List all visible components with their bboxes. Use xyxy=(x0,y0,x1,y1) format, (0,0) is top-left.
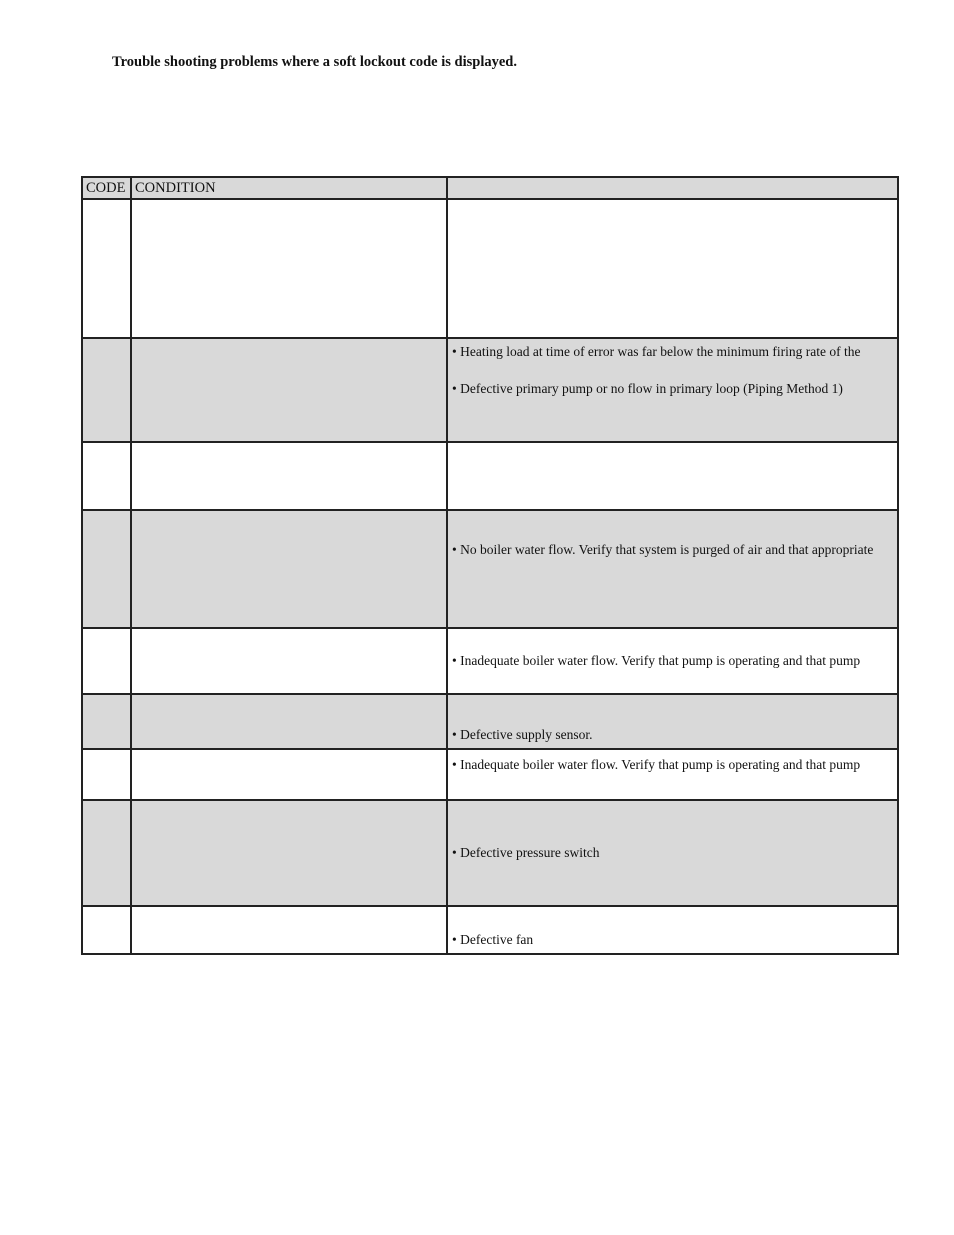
cause-text: • No boiler water flow. Verify that system is purged of air and that appropriate xyxy=(452,542,874,557)
cause-text: • Heating load at time of error was far below the minimum firing rate of the xyxy=(452,344,861,359)
cause-cell xyxy=(447,694,898,749)
cause-text: • Defective fan xyxy=(452,932,534,947)
condition-cell xyxy=(131,510,447,628)
code-cell xyxy=(82,749,131,800)
cause-column-header xyxy=(447,177,898,199)
table-row xyxy=(82,906,898,954)
cause-text: • Defective primary pump or no flow in primary loop (Piping Method 1) xyxy=(452,381,843,396)
code-cell xyxy=(82,906,131,954)
cause-cell xyxy=(447,338,898,442)
condition-cell xyxy=(131,338,447,442)
table-row xyxy=(82,199,898,338)
code-cell xyxy=(82,694,131,749)
condition-cell xyxy=(131,906,447,954)
cause-cell xyxy=(447,749,898,800)
table-header-row xyxy=(82,177,898,199)
cause-text: • Defective supply sensor. xyxy=(452,727,593,742)
table-row xyxy=(82,800,898,906)
table-row xyxy=(82,694,898,749)
code-cell xyxy=(82,510,131,628)
cause-cell xyxy=(447,510,898,628)
code-cell xyxy=(82,628,131,694)
condition-column-header: CONDITION xyxy=(131,177,447,199)
cause-text: • Inadequate boiler water flow. Verify that pump is operating and that pump xyxy=(452,757,861,772)
condition-cell xyxy=(131,800,447,906)
cause-text: • Defective pressure switch xyxy=(452,845,600,860)
cause-cell xyxy=(447,628,898,694)
condition-cell xyxy=(131,694,447,749)
table-row xyxy=(82,510,898,628)
code-column-header: CODE xyxy=(82,177,131,199)
table-row xyxy=(82,749,898,800)
code-cell xyxy=(82,442,131,510)
cause-cell xyxy=(447,199,898,338)
code-cell xyxy=(82,338,131,442)
cause-cell xyxy=(447,906,898,954)
cause-cell xyxy=(447,442,898,510)
code-cell xyxy=(82,800,131,906)
cause-text: • Inadequate boiler water flow. Verify that pump is operating and that pump xyxy=(452,653,861,668)
code-cell xyxy=(82,199,131,338)
table-row xyxy=(82,442,898,510)
condition-cell xyxy=(131,199,447,338)
cause-cell xyxy=(447,800,898,906)
condition-cell xyxy=(131,442,447,510)
condition-cell xyxy=(131,749,447,800)
condition-cell xyxy=(131,628,447,694)
page-title: Trouble shooting problems where a soft lockout code is displayed. xyxy=(112,54,517,70)
table-row xyxy=(82,338,898,442)
table-row xyxy=(82,628,898,694)
soft-lockout-table xyxy=(81,176,899,955)
